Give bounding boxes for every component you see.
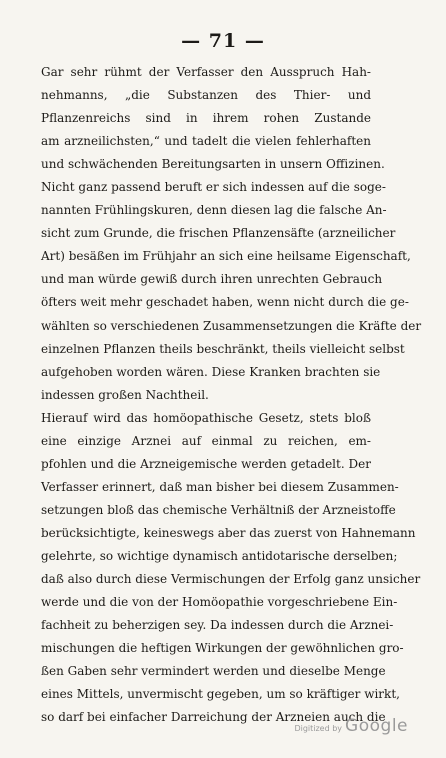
- text-line: nehmanns, „die Substanzen des Thier- und: [41, 88, 371, 103]
- text-line: Gar sehr rühmt der Verfasser den Ausspruch Hah-: [41, 65, 371, 79]
- text-line: indessen großen Nachtheil.: [41, 387, 209, 402]
- text-line: sicht zum Grunde, die frischen Pflanzensäfte (arzneilicher: [41, 226, 396, 241]
- text-line: gelehrte, so wichtige dynamisch antidotarische derselben;: [41, 548, 398, 563]
- text-line: nannten Frühlingskuren, denn diesen lag die falsche An-: [41, 203, 387, 218]
- text-line: und man würde gewiß durch ihren unrechten Gebrauch: [41, 272, 383, 287]
- text-line: einzelnen Pflanzen theils beschränkt, theils vielleicht selbst: [41, 341, 405, 356]
- text-line: am arzneilichsten,“ und tadelt die vielen fehlerhaften: [41, 134, 371, 149]
- text-line: mischungen die heftigen Wirkungen der gewöhnlichen gro-: [41, 641, 404, 656]
- text-line: daß also durch diese Vermischungen der Erfolg ganz unsicher: [41, 572, 421, 587]
- text-line: setzungen bloß das chemische Verhältniß der Arzneistoffe: [41, 502, 396, 517]
- watermark-prefix: Digitized by: [294, 724, 343, 733]
- watermark-brand: Google: [345, 716, 408, 736]
- text-line: eines Mittels, unvermischt gegeben, um so kräftiger wirkt,: [41, 687, 400, 702]
- text-line: aufgehoben worden wären. Diese Kranken brachten sie: [41, 364, 381, 379]
- text-line: so darf bei einfacher Darreichung der Arzneien auch die: [41, 710, 386, 725]
- text-line: und schwächenden Bereitungsarten in unsern Offizinen.: [41, 157, 385, 172]
- text-line: Pflanzenreichs sind in ihrem rohen Zustande: [41, 111, 371, 126]
- text-line: wählten so verschiedenen Zusammensetzungen die Kräfte der: [41, 318, 422, 333]
- text-line: pfohlen und die Arzneigemische werden getadelt. Der: [41, 456, 371, 471]
- text-line: Nicht ganz passend beruft er sich indessen auf die soge-: [41, 180, 386, 195]
- page-number: — 71 —: [181, 30, 265, 52]
- text-line: Hierauf wird das homöopathische Gesetz, stets bloß: [41, 410, 371, 425]
- text-line: berücksichtigte, keineswegs aber das zuerst von Hahnemann: [41, 525, 416, 540]
- text-line: öfters weit mehr geschadet haben, wenn nicht durch die ge-: [41, 295, 409, 310]
- text-line: eine einzige Arznei auf einmal zu reichen, em-: [41, 433, 371, 448]
- digitized-watermark: [294, 716, 408, 736]
- text-line: werde und die von der Homöopathie vorgeschriebene Ein-: [41, 595, 398, 610]
- text-line: Art) besäßen im Frühjahr an sich eine heilsame Eigenschaft,: [41, 249, 411, 264]
- text-line: Verfasser erinnert, daß man bisher bei diesem Zusammen-: [41, 479, 399, 494]
- text-line: fachheit zu beherzigen sey. Da indessen durch die Arznei-: [41, 618, 394, 633]
- text-line: ßen Gaben sehr vermindert werden und dieselbe Menge: [41, 664, 386, 679]
